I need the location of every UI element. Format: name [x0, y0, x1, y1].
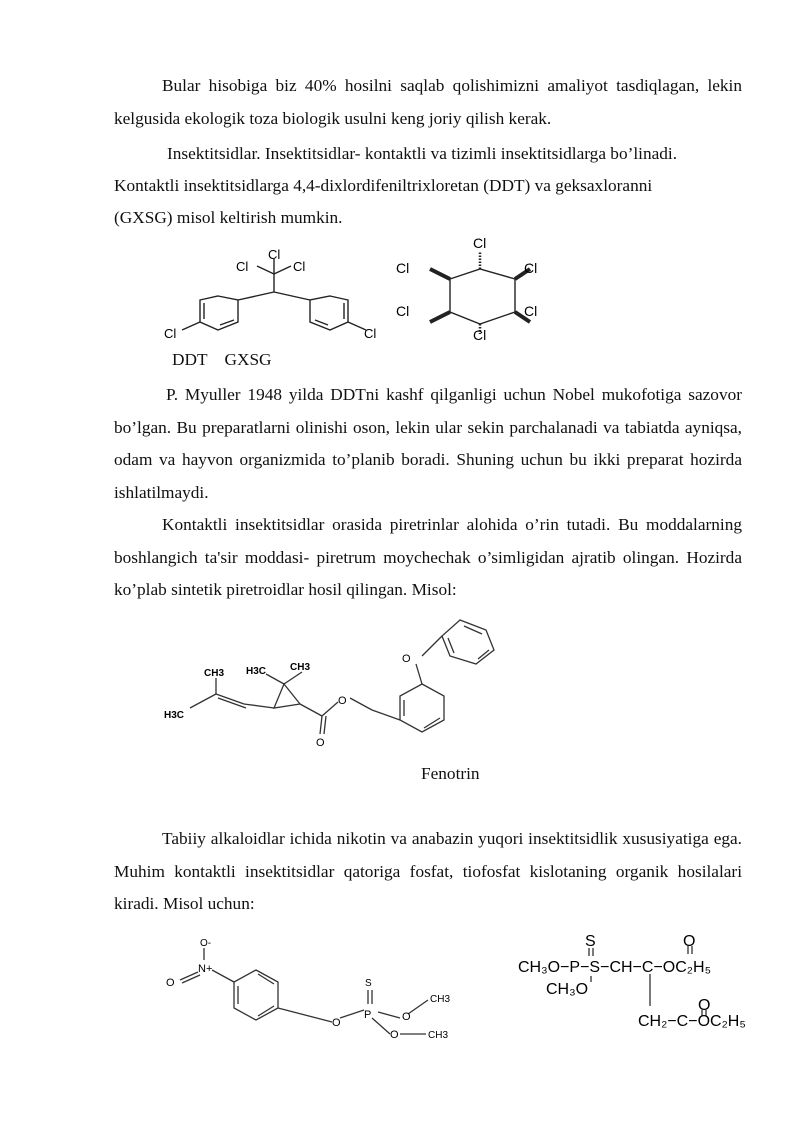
ddt-structure — [182, 259, 366, 330]
methyl-1: CH3 — [430, 994, 451, 1005]
section-title: Insektitsidlar. — [167, 144, 261, 163]
malathion-line-3: CH₂−C−OC₂H₅ — [638, 1013, 746, 1030]
gxsg-cl-top: Cl — [473, 235, 487, 251]
methyl-2: CH3 — [428, 1030, 449, 1041]
paragraph-1: Bular hisobiga biz 40% hosilni saqlab qolishimizni amaliyot tasdiqlagan, lekin kelgusida ekologik toza biologik usulni keng joriy qilish kerak. — [114, 76, 742, 128]
malathion-line-1: CH₃O−P−S−CH−C−OC₂H₅ — [518, 959, 712, 976]
paragraph-2-line-2: Kontaktli insektitsidlarga 4,4-dixlordifeniltrixloretan (DDT) va geksaxloranni — [114, 176, 653, 195]
fenotrin-structure — [160, 612, 520, 752]
malathion-o-bottom: O — [698, 997, 711, 1014]
ddt-cl-right: Cl — [293, 259, 306, 274]
malathion-svg — [516, 930, 788, 1030]
paragraph-2-line-3: (GXSG) misol keltirish mumkin. — [114, 208, 343, 227]
malathion-o-top: O — [683, 933, 696, 950]
nitro-n-plus: N+ — [198, 963, 213, 975]
fenotrin-caption: Fenotrin — [421, 764, 480, 783]
aryl-o: O — [332, 1017, 341, 1029]
gxsg-cl-lower-right: Cl — [524, 303, 538, 319]
paragraph-3: P. Myuller 1948 yilda DDTni kashf qilganligi uchun Nobel mukofotiga sazovor bo’lgan. Bu preparatlarni olinishi oson, lekin ular sekin parchalanadi va tabiatda ayniqsa, odam va hayvon organizmida to’planib boradi. Shuning uchun bu ikki preparat hozirda ishlatilmaydi. — [114, 385, 742, 502]
gxsg-cl-upper-left: Cl — [396, 260, 410, 276]
ddt-cl-left: Cl — [236, 259, 249, 274]
ddt-cl-ring-left: Cl — [164, 326, 177, 341]
ddt-cl-ring-right: Cl — [364, 326, 377, 341]
gxsg-structure — [430, 252, 530, 334]
fenotrin-o-ether: O — [402, 653, 411, 665]
methoxy-o-2: O — [390, 1029, 399, 1041]
gxsg-cl-upper-right: Cl — [524, 260, 538, 276]
paragraph-2-text: Insektitsidlar- kontaktli va tizimli insektitsidlarga bo’linadi. — [260, 144, 678, 163]
gxsg-cl-bottom: Cl — [473, 327, 487, 343]
thio-s: S — [365, 978, 372, 989]
phosphorus: P — [364, 1009, 372, 1021]
nitro-o: O — [166, 977, 175, 989]
fenotrin-o-ester: O — [338, 695, 347, 707]
fenotrin-svg — [160, 612, 520, 752]
fenotrin-ch3-left: CH3 — [204, 668, 225, 679]
paragraph-5: Tabiiy alkaloidlar ichida nikotin va anabazin yuqori insektitsidlik xususiyatiga ega. Muhim kontaktli insektitsidlar qatoriga fosfat, tiofosfat kislotaning organik hosilalari kiradi. Misol uchun: — [114, 829, 742, 913]
ddt-cl-top: Cl — [268, 247, 281, 262]
thiophosphate-svg — [160, 930, 480, 1050]
nitro-o-minus: O- — [200, 938, 212, 949]
methoxy-o-1: O — [402, 1011, 411, 1023]
gxsg-cl-lower-left: Cl — [396, 303, 410, 319]
paragraph-2-line-1 — [167, 142, 677, 166]
malathion-s: S — [585, 933, 596, 950]
fenotrin-h3c-top: H3C — [246, 666, 267, 677]
ddt-gxsg-structures — [160, 234, 560, 344]
ddt-gxsg-svg — [160, 234, 560, 344]
fenotrin-h3c-left: H3C — [164, 710, 185, 721]
malathion-formula — [516, 930, 788, 1030]
fenotrin-ch3-top: CH3 — [290, 662, 311, 673]
paragraph-4: Kontaktli insektitsidlar orasida piretrinlar alohida o’rin tutadi. Bu moddalarning boshlangich ta'sir moddasi- piretrum moychechak o’simligidan ajratib olingan. Hozirda ko’plab sintetik piretroidlar hosil qilingan. Misol: — [114, 515, 742, 599]
fenotrin-o-carbonyl: O — [316, 737, 325, 749]
nitrophenyl-thiophosphate-structure — [160, 930, 480, 1050]
structure-labels: DDT GXSG — [172, 350, 272, 369]
malathion-line-2: CH₃O — [546, 981, 589, 998]
